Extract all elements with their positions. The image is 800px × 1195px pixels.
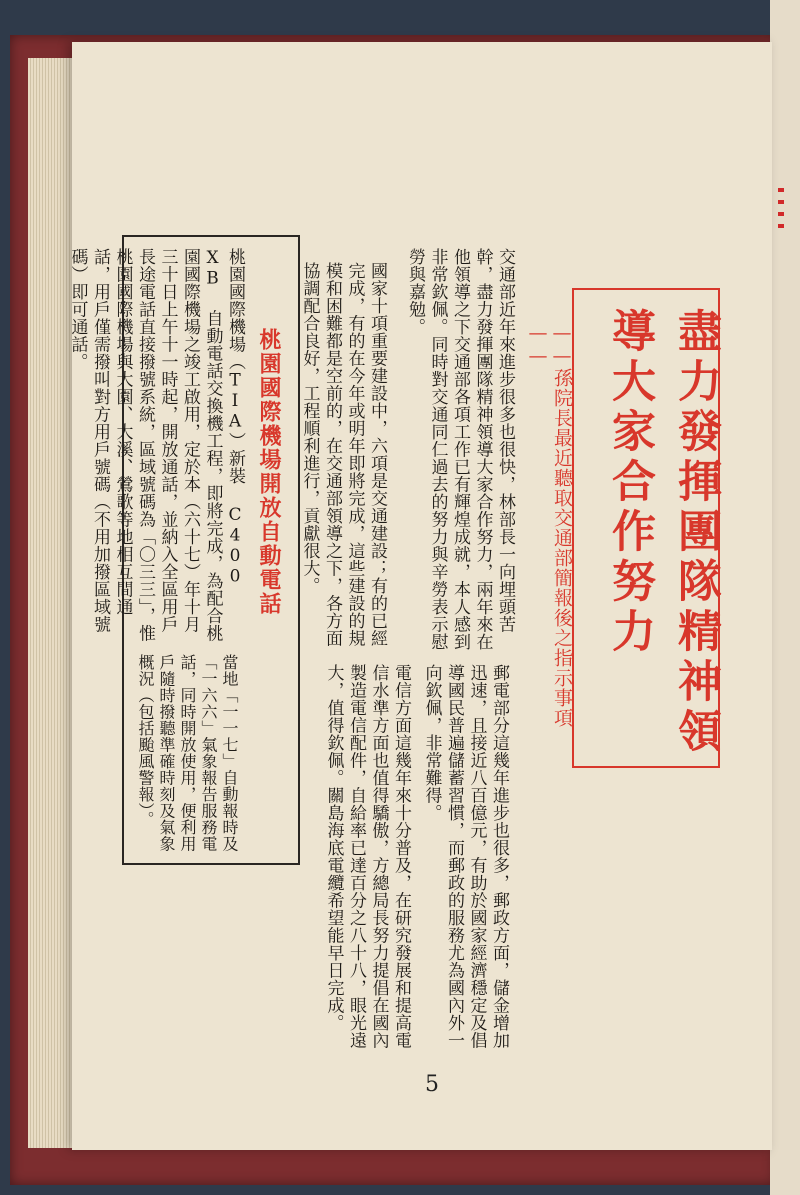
sidebar-heading: 桃園國際機場開放自動電話 xyxy=(256,328,281,616)
red-mark xyxy=(778,200,784,204)
page-number: 5 xyxy=(425,1072,439,1097)
body-column-2: 國家十項重要建設中，六項是交通建設；有的已經完成，有的在今年或明年即將完成，這些建設的規模和困難都是空前的，在交通部領導之下，各方面協調配合良好，工程順利進行，貢獻很大。 xyxy=(299,262,387,647)
headline-title: 盡力發揮團隊精神領導大家合作努力 xyxy=(604,308,721,758)
red-mark xyxy=(778,224,784,228)
sidebar-paragraph-2: 當地「一一七」自動報時及「一六六」氣象報告服務電話，同時開放使用，便利用戶隨時撥聽準確時刻及氣象概況（包括颱風警報）。 xyxy=(136,654,239,852)
body-column-4: 電信方面這幾年來十分普及，在研究發展和提高電信水準方面也值得驕傲，方總局長努力提倡在國內製造電信配件，自給率已達百分之八十八，眼光遠大，值得欽佩。關島海底電纜希望能早日完成。 xyxy=(323,664,411,1049)
body-column-3: 郵電部分這幾年進步也很多，郵政方面，儲金增加迅速，且接近八百億元，有助於國家經濟穩定及倡導國民普遍儲蓄習慣，而郵政的服務尤為國內外一向欽佩，非常難得。 xyxy=(421,664,509,1049)
red-mark xyxy=(778,188,784,192)
facing-page-edge xyxy=(770,0,800,1195)
body-column-1: 交通部近年來進步很多也很快，林部長一向埋頭苦幹，盡力發揮團隊精神領導大家合作努力，兩年來在他領導之下交通部各項工作已有輝煌成就，本人感到非常欽佩。同時對交通同仁過去的努力與辛勞表示慰勞與嘉勉。 xyxy=(405,248,515,651)
red-mark xyxy=(778,212,784,216)
sidebar-paragraph-1: 桃園國際機場（TIA）新裝 C400 XB 自動電話交換機工程，即將完成，為配合桃園國際機場之竣工啟用，定於本（六十七）年十月三十日上午十一時起，開放通話，並納入全區用戶長途電話直接撥號系統，區域號碼為「〇三三」，惟桃園國際機場與大園、大溪、鶯歌等地相互間通話，用戶僅需撥叫對方用戶號碼（不用加撥區域號碼）即可通話。 xyxy=(67,248,245,642)
headline-subtitle: ——孫院長最近聽取交通部簡報後之指示事項—— xyxy=(527,322,573,728)
